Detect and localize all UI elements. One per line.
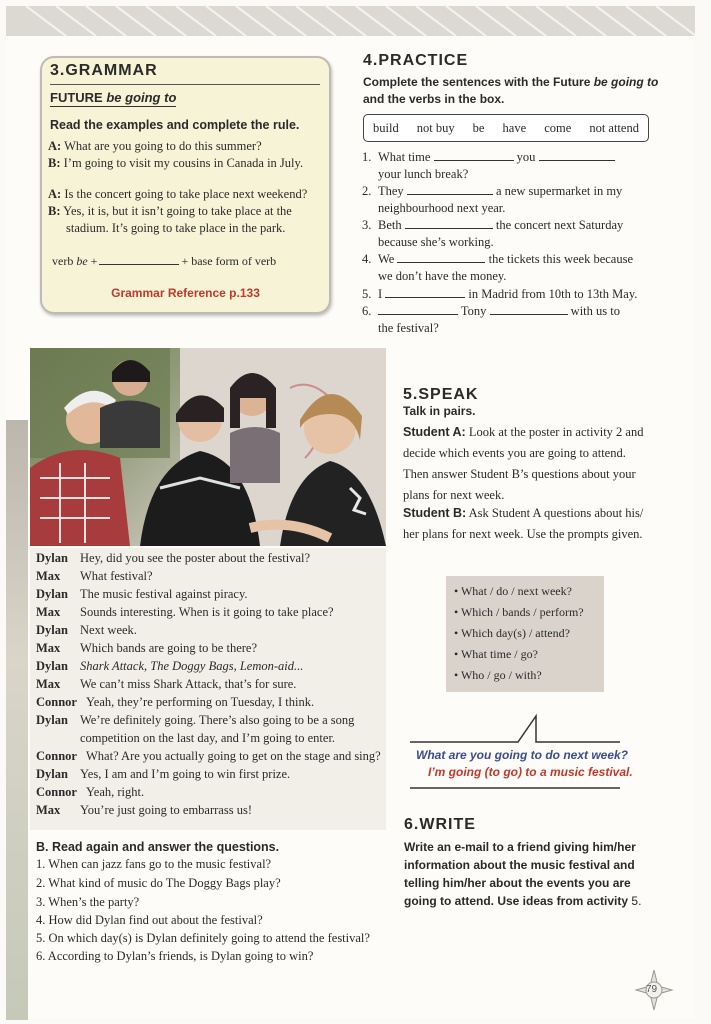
top-decorative-band xyxy=(6,6,695,36)
grammar-title-rule xyxy=(50,84,320,85)
speaker-name: Dylan xyxy=(36,767,68,781)
grammar-example-line: B: Yes, it is, but it isn’t going to take place at the xyxy=(48,204,292,218)
speak-student-a: Student A: Look at the poster in activity 2 and decide which events you are going to attend. Then answer Student B’s questions about your plans for next week. xyxy=(403,425,644,502)
speak-title: 5.SPEAK xyxy=(403,386,479,403)
speaker-name: Max xyxy=(36,569,61,583)
write-instruction: Write an e-mail to a friend giving him/her information about the music festival and telling him/her about the events you are going to attend. Use ideas from activity 5. xyxy=(404,840,642,908)
word-item: not buy xyxy=(416,120,455,135)
speaker-text: The music festival against piracy. xyxy=(80,587,248,601)
prompt-item: • What time / go? xyxy=(454,647,538,661)
grammar-subtitle xyxy=(50,90,176,107)
grammar-subtitle-b: be going to xyxy=(106,90,177,105)
word-item: build xyxy=(373,120,399,135)
speaker-text: Sounds interesting. When is it going to take place? xyxy=(80,605,334,619)
practice-item-3: 3. Beth the concert next Saturday because she’s working. xyxy=(362,218,624,249)
practice-instruction: Complete the sentences with the Future be going to and the verbs in the box. xyxy=(363,75,659,106)
word-box xyxy=(363,114,649,142)
grammar-instruction: Read the examples and complete the rule. xyxy=(50,118,300,132)
speak-subtitle: Talk in pairs. xyxy=(403,404,476,418)
speaker-name: Max xyxy=(36,677,61,691)
grammar-reference: Grammar Reference p.133 xyxy=(111,286,260,300)
page-number: 79 xyxy=(646,984,658,995)
question-item: 3. When’s the party? xyxy=(36,895,140,909)
grammar-example-line: B: I’m going to visit my cousins in Canada in July. xyxy=(48,156,304,170)
grammar-box xyxy=(40,56,331,314)
bubble-question: What are you going to do next week? xyxy=(416,748,629,762)
grammar-title: 3.GRAMMAR xyxy=(50,62,158,79)
speaker-text: We’re definitely going. There’s also going to be a song xyxy=(80,713,355,727)
question-item: 6. According to Dylan’s friends, is Dylan going to win? xyxy=(36,949,314,963)
speaker-text: Shark Attack, The Doggy Bags, Lemon-aid... xyxy=(80,659,304,673)
speaker-text: Next week. xyxy=(80,623,137,637)
practice-item-5: 5. I in Madrid from 10th to 13th May. xyxy=(362,287,638,301)
practice-item-1: 1. What time you your lunch break? xyxy=(362,149,662,183)
prompt-item: • Which / bands / perform? xyxy=(454,605,584,619)
speaker-text: You’re just going to embarrass us! xyxy=(80,803,252,817)
word-item: have xyxy=(502,120,527,135)
left-edge-photo-strip xyxy=(6,420,28,1020)
speaker-name: Dylan xyxy=(36,659,68,673)
speak-prompts-box xyxy=(446,576,604,692)
speaker-text: Yeah, they’re performing on Tuesday, I think. xyxy=(86,695,315,709)
speaker-name: Max xyxy=(36,605,61,619)
grammar-rule: verb be + + base form of verb xyxy=(52,254,277,268)
speaker-name: Connor xyxy=(36,695,77,709)
prompt-item: • Who / go / with? xyxy=(454,668,542,682)
speaker-name: Connor xyxy=(36,785,77,799)
grammar-example-line: A: What are you going to do this summer? xyxy=(48,139,262,153)
practice-item-4: 4. We the tickets this week because we don’t have the money. xyxy=(362,252,634,283)
grammar-example-line: stadium. It’s going to take place in the park. xyxy=(66,221,286,235)
speaker-name: Dylan xyxy=(36,623,68,637)
speaker-text: What? Are you actually going to get on the stage and sing? xyxy=(86,749,381,763)
speaker-name: Max xyxy=(36,641,61,655)
speaker-text: Which bands are going to be there? xyxy=(80,641,258,655)
speaker-name: Dylan xyxy=(36,713,68,727)
practice-item-6: 6. Tony with us to the festival? xyxy=(362,304,620,335)
speaker-text: What festival? xyxy=(80,569,153,583)
speaker-text: We can’t miss Shark Attack, that’s for sure. xyxy=(80,677,297,691)
speaker-name: Connor xyxy=(36,749,77,763)
prompt-item: • What / do / next week? xyxy=(454,584,572,598)
question-item: 2. What kind of music do The Doggy Bags play? xyxy=(36,876,281,890)
grammar-example-line: A: Is the concert going to take place next weekend? xyxy=(48,187,308,201)
questions-heading: B. Read again and answer the questions. xyxy=(36,840,280,854)
grammar-subtitle-a: FUTURE xyxy=(50,90,103,105)
speaker-name: Max xyxy=(36,803,61,817)
teens-illustration xyxy=(30,348,386,546)
speaker-text: Yes, I am and I’m going to win first prize. xyxy=(80,767,291,781)
word-item: come xyxy=(544,120,572,135)
speaker-text: Yeah, right. xyxy=(86,785,145,799)
rule-blank[interactable] xyxy=(99,264,179,265)
question-item: 1. When can jazz fans go to the music festival? xyxy=(36,857,272,871)
word-item: not attend xyxy=(589,120,639,135)
speaker-text: competition on the last day, and I’m going to enter. xyxy=(80,731,336,745)
speaker-text: Hey, did you see the poster about the festival? xyxy=(80,551,311,565)
practice-item-2: 2. They a new supermarket in my neighbourhood next year. xyxy=(362,184,623,215)
speak-student-b: Student B: Ask Student A questions about his/ her plans for next week. Use the prompts given. xyxy=(403,506,644,541)
speaker-name: Dylan xyxy=(36,587,68,601)
teens-photo xyxy=(30,348,386,546)
question-item: 4. How did Dylan find out about the festival? xyxy=(36,913,263,927)
speaker-name: Dylan xyxy=(36,551,68,565)
write-title: 6.WRITE xyxy=(404,816,476,833)
question-item: 5. On which day(s) is Dylan definitely going to attend the festival? xyxy=(36,931,370,945)
word-item: be xyxy=(472,120,485,135)
practice-title: 4.PRACTICE xyxy=(363,52,469,69)
prompt-item: • Which day(s) / attend? xyxy=(454,626,570,640)
bubble-answer: I’m going (to go) to a music festival. xyxy=(428,765,633,779)
